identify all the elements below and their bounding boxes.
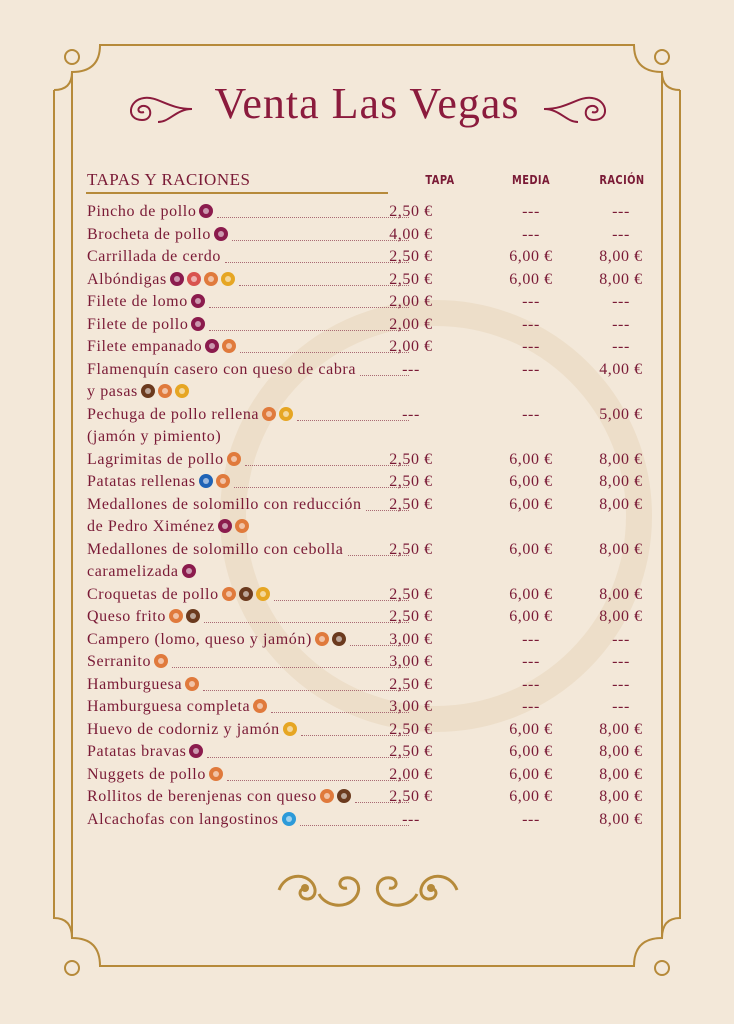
menu-item-label: Brocheta de pollo xyxy=(87,225,211,243)
price-racion: 8,00 € xyxy=(599,608,643,625)
bottom-scroll-ornament xyxy=(275,866,461,916)
price-racion: --- xyxy=(612,338,630,355)
menu-item-name xyxy=(87,449,407,472)
price-tapa: 2,50 € xyxy=(389,720,433,738)
price-racion: 8,00 € xyxy=(599,248,643,265)
menu-item-label: Pechuga de pollo rellena xyxy=(87,405,260,423)
price-tapa: 3,00 € xyxy=(389,630,433,648)
menu-item-label-line2: caramelizada xyxy=(87,563,179,580)
gluten-allergen-icon xyxy=(227,452,241,466)
menu-item-label: Filete de pollo xyxy=(87,315,189,333)
menu-item-name-continued xyxy=(87,426,221,449)
gluten-allergen-icon xyxy=(315,632,329,646)
price-media: --- xyxy=(522,675,540,693)
gluten-allergen-icon xyxy=(262,407,276,421)
price-tapa: 4,00 € xyxy=(389,225,433,243)
menu-item-row xyxy=(87,359,657,404)
price-tapa: --- xyxy=(402,810,420,828)
egg-allergen-icon xyxy=(279,407,293,421)
price-racion: 8,00 € xyxy=(599,450,643,468)
menu-item-row xyxy=(87,764,657,787)
gluten-allergen-icon xyxy=(253,699,267,713)
price-media: 6,00 € xyxy=(509,473,553,490)
menu-item-name xyxy=(87,494,407,517)
menu-item-label: Hamburguesa completa xyxy=(87,698,251,715)
column-header-tapa: TAPA xyxy=(425,173,455,187)
pork-allergen-icon xyxy=(189,744,203,758)
menu-item-name xyxy=(87,359,407,382)
dairy-allergen-icon xyxy=(239,587,253,601)
menu-item-row xyxy=(87,314,657,337)
menu-item-label: Patatas bravas xyxy=(87,743,187,760)
menu-item-name xyxy=(87,741,407,764)
price-media: --- xyxy=(522,293,540,310)
price-tapa: 2,50 € xyxy=(389,473,433,490)
gluten-allergen-icon xyxy=(222,587,236,601)
menu-item-row xyxy=(87,336,657,359)
price-racion: 8,00 € xyxy=(599,765,643,783)
pork-allergen-icon xyxy=(170,272,184,286)
dairy-allergen-icon xyxy=(337,789,351,803)
price-media: --- xyxy=(522,315,540,333)
menu-item-label: Alcachofas con langostinos xyxy=(87,810,279,828)
menu-item-row xyxy=(87,269,657,292)
menu-item-row xyxy=(87,629,657,652)
egg-allergen-icon xyxy=(283,722,297,736)
price-media: --- xyxy=(522,698,540,715)
price-tapa: 2,50 € xyxy=(389,270,433,288)
menu-item-name xyxy=(87,629,407,652)
price-media: 6,00 € xyxy=(509,495,553,513)
gluten-allergen-icon xyxy=(154,654,168,668)
price-media: 6,00 € xyxy=(509,270,553,288)
price-media: 6,00 € xyxy=(509,765,553,783)
dairy-allergen-icon xyxy=(332,632,346,646)
fish-allergen-icon xyxy=(199,474,213,488)
pork-allergen-icon xyxy=(191,294,205,308)
menu-item-row xyxy=(87,224,657,247)
menu-item-row xyxy=(87,494,657,539)
price-media: 6,00 € xyxy=(509,788,553,805)
price-tapa: --- xyxy=(402,360,420,378)
price-racion: --- xyxy=(612,203,630,220)
menu-item-name xyxy=(87,404,407,427)
price-media: --- xyxy=(522,225,540,243)
price-racion: --- xyxy=(612,630,630,648)
price-media: --- xyxy=(522,653,540,670)
menu-item-name xyxy=(87,314,407,337)
pork-allergen-icon xyxy=(214,227,228,241)
menu-item-label: Filete empanado xyxy=(87,338,203,355)
price-media: --- xyxy=(522,338,540,355)
menu-item-label: Croquetas de pollo xyxy=(87,585,219,603)
price-racion: --- xyxy=(612,225,630,243)
menu-item-name-continued xyxy=(87,561,196,584)
menu-item-name xyxy=(87,786,407,809)
menu-item-name xyxy=(87,584,407,607)
price-racion: 8,00 € xyxy=(599,495,643,513)
price-media: 6,00 € xyxy=(509,585,553,603)
price-media: 6,00 € xyxy=(509,608,553,625)
gluten-allergen-icon xyxy=(222,339,236,353)
pork-allergen-icon xyxy=(205,339,219,353)
price-media: --- xyxy=(522,360,540,378)
menu-item-name xyxy=(87,809,407,832)
price-racion: --- xyxy=(612,675,630,693)
menu-item-row xyxy=(87,651,657,674)
price-tapa: 2,50 € xyxy=(389,585,433,603)
price-racion: 8,00 € xyxy=(599,270,643,288)
gluten-allergen-icon xyxy=(185,677,199,691)
price-media: --- xyxy=(522,810,540,828)
menu-item-label: Huevo de codorniz y jamón xyxy=(87,720,280,738)
price-tapa: 2,50 € xyxy=(389,743,433,760)
menu-item-name xyxy=(87,224,407,247)
price-tapa: 2,50 € xyxy=(389,450,433,468)
celery-allergen-icon xyxy=(187,272,201,286)
menu-item-label: Flamenquín casero con queso de cabra xyxy=(87,360,357,378)
price-media: 6,00 € xyxy=(509,743,553,760)
menu-item-label: Medallones de solomillo con reducción xyxy=(87,495,362,513)
price-media: --- xyxy=(522,203,540,220)
price-racion: --- xyxy=(612,653,630,670)
menu-item-label: Nuggets de pollo xyxy=(87,765,206,783)
price-racion: --- xyxy=(612,315,630,333)
section-underline xyxy=(86,192,388,194)
price-racion: 8,00 € xyxy=(599,743,643,760)
gluten-allergen-icon xyxy=(158,384,172,398)
price-media: --- xyxy=(522,405,540,423)
gluten-allergen-icon xyxy=(204,272,218,286)
price-racion: 8,00 € xyxy=(599,473,643,490)
price-tapa: 2,50 € xyxy=(389,788,433,805)
price-media: --- xyxy=(522,630,540,648)
price-media: 6,00 € xyxy=(509,720,553,738)
menu-item-row xyxy=(87,696,657,719)
gluten-allergen-icon xyxy=(216,474,230,488)
menu-item-name xyxy=(87,201,407,224)
menu-item-name xyxy=(87,246,407,269)
menu-item-label-line2: y pasas xyxy=(87,383,138,400)
pork-allergen-icon xyxy=(191,317,205,331)
menu-item-name xyxy=(87,674,407,697)
menu-item-label: Rollitos de berenjenas con queso xyxy=(87,788,317,805)
menu-item-label: Medallones de solomillo con cebolla xyxy=(87,540,344,558)
menu-item-row xyxy=(87,246,657,269)
egg-allergen-icon xyxy=(221,272,235,286)
menu-item-label: Albóndigas xyxy=(87,270,167,288)
menu-item-name xyxy=(87,291,407,314)
menu-item-name-continued xyxy=(87,516,249,539)
menu-item-label: Queso frito xyxy=(87,608,167,625)
menu-item-row xyxy=(87,741,657,764)
price-racion: 8,00 € xyxy=(599,788,643,805)
menu-item-label: Pincho de pollo xyxy=(87,203,197,220)
price-tapa: 2,00 € xyxy=(389,338,433,355)
price-racion: --- xyxy=(612,293,630,310)
menu-item-name xyxy=(87,764,407,787)
menu-item-name xyxy=(87,336,407,359)
price-racion: 8,00 € xyxy=(599,810,643,828)
menu-item-row xyxy=(87,809,657,832)
menu-item-label: Carrillada de cerdo xyxy=(87,248,222,265)
gluten-allergen-icon xyxy=(169,609,183,623)
price-media: 6,00 € xyxy=(509,248,553,265)
restaurant-title: Venta Las Vegas xyxy=(214,79,520,128)
right-flourish-ornament xyxy=(542,92,618,126)
menu-item-row xyxy=(87,471,657,494)
price-racion: 8,00 € xyxy=(599,540,643,558)
price-tapa: 2,50 € xyxy=(389,203,433,220)
menu-item-name xyxy=(87,719,407,742)
menu-item-name xyxy=(87,696,407,719)
menu-item-row xyxy=(87,674,657,697)
pork-allergen-icon xyxy=(199,204,213,218)
price-tapa: 2,00 € xyxy=(389,765,433,783)
menu-item-row xyxy=(87,291,657,314)
gluten-allergen-icon xyxy=(209,767,223,781)
price-tapa: 2,50 € xyxy=(389,495,433,513)
price-tapa: 2,00 € xyxy=(389,315,433,333)
price-racion: 5,00 € xyxy=(599,405,643,423)
menu-item-label-line2: de Pedro Ximénez xyxy=(87,518,215,535)
menu-item-name-continued xyxy=(87,381,189,404)
price-media: 6,00 € xyxy=(509,540,553,558)
menu-item-label: Serranito xyxy=(87,653,152,670)
price-racion: 8,00 € xyxy=(599,585,643,603)
menu-item-label: Lagrimitas de pollo xyxy=(87,450,224,468)
price-tapa: 2,50 € xyxy=(389,608,433,625)
menu-item-label: Filete de lomo xyxy=(87,293,188,310)
dairy-allergen-icon xyxy=(186,609,200,623)
column-header-racion: RACIÓN xyxy=(599,173,645,187)
menu-item-row xyxy=(87,606,657,629)
menu-item-name xyxy=(87,651,407,674)
price-tapa: --- xyxy=(402,405,420,423)
price-tapa: 3,00 € xyxy=(389,698,433,715)
menu-item-label: Hamburguesa xyxy=(87,675,183,693)
menu-item-row xyxy=(87,449,657,472)
egg-allergen-icon xyxy=(175,384,189,398)
price-tapa: 3,00 € xyxy=(389,653,433,670)
menu-item-name xyxy=(87,606,407,629)
price-racion: 4,00 € xyxy=(599,360,643,378)
price-tapa: 2,50 € xyxy=(389,540,433,558)
menu-item-row xyxy=(87,539,657,584)
pork-allergen-icon xyxy=(182,564,196,578)
menu-item-label: Campero (lomo, queso y jamón) xyxy=(87,630,312,648)
menu-item-name xyxy=(87,471,407,494)
price-racion: 8,00 € xyxy=(599,720,643,738)
menu-item-name xyxy=(87,539,407,562)
menu-item-row xyxy=(87,786,657,809)
menu-item-label: Patatas rellenas xyxy=(87,473,196,490)
price-media: 6,00 € xyxy=(509,450,553,468)
menu-item-row xyxy=(87,404,657,449)
price-racion: --- xyxy=(612,698,630,715)
price-tapa: 2,50 € xyxy=(389,675,433,693)
menu-item-row xyxy=(87,584,657,607)
section-heading: TAPAS Y RACIONES xyxy=(87,170,251,189)
menu-item-name xyxy=(87,269,407,292)
dairy-allergen-icon xyxy=(141,384,155,398)
price-tapa: 2,50 € xyxy=(389,248,433,265)
column-header-media: MEDIA xyxy=(511,173,551,187)
price-tapa: 2,00 € xyxy=(389,293,433,310)
gluten-allergen-icon xyxy=(320,789,334,803)
crustacean-allergen-icon xyxy=(282,812,296,826)
gluten-allergen-icon xyxy=(235,519,249,533)
menu-item-row xyxy=(87,719,657,742)
pork-allergen-icon xyxy=(218,519,232,533)
menu-item-label-line2: (jamón y pimiento) xyxy=(87,428,222,445)
egg-allergen-icon xyxy=(256,587,270,601)
menu-item-row xyxy=(87,201,657,224)
